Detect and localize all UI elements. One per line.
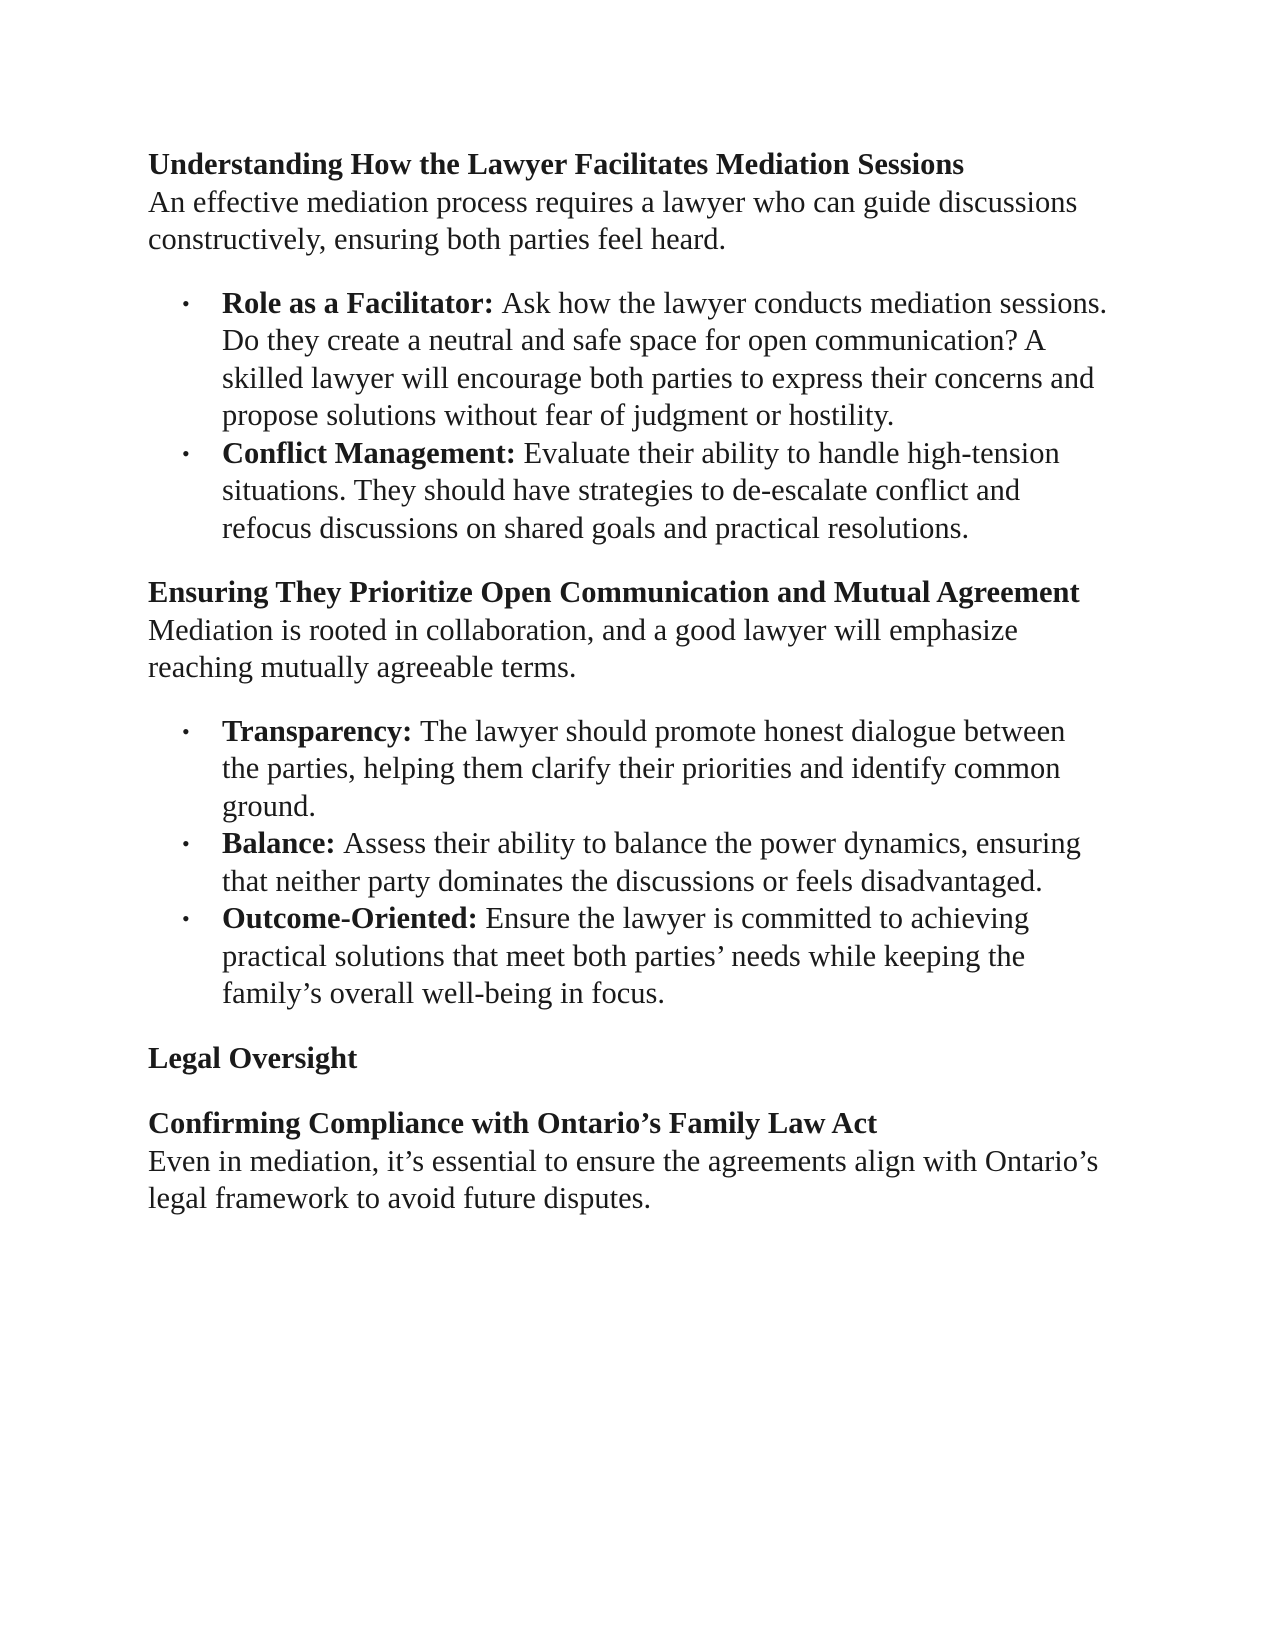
- bullet-icon: •: [182, 440, 190, 466]
- list-item: [182, 435, 1108, 548]
- bullet-text: Evaluate their ability to handle high-tension situations. They should have strategies to de-escalate conflict and refocus discussions on shared goals and practical resolutions.: [222, 435, 1060, 545]
- section-heading-family-law-act: Confirming Compliance with Ontario’s Family Law Act: [148, 1106, 878, 1140]
- bullet-text: Ensure the lawyer is committed to achieving practical solutions that meet both parties’ needs while keeping the family’s overall well-being in focus.: [222, 901, 1030, 1010]
- bullet-icon: •: [182, 290, 190, 316]
- section-intro-facilitates-mediation: An effective mediation process requires a lawyer who can guide discussions constructively, ensuring both parties feel heard.: [148, 184, 1078, 256]
- bullet-icon: •: [182, 906, 190, 931]
- bullet-term: Transparency:: [222, 713, 420, 748]
- section-heading-legal-oversight: Legal Oversight: [148, 1040, 358, 1075]
- bullet-term: Role as a Facilitator:: [222, 285, 502, 320]
- section-heading-open-communication: Ensuring They Prioritize Open Communication and Mutual Agreement: [148, 575, 1080, 609]
- list-item: [182, 285, 1108, 435]
- bullet-term: Conflict Management:: [222, 435, 524, 470]
- document-page: [148, 146, 1108, 1218]
- list-item: [182, 825, 1108, 900]
- bullet-icon: •: [182, 718, 190, 744]
- section-heading-facilitates-mediation: Understanding How the Lawyer Facilitates Mediation Sessions: [148, 147, 965, 181]
- bullet-text: Assess their ability to balance the power dynamics, ensuring that neither party dominates the discussions or feels disadvantaged.: [222, 826, 1081, 898]
- list-item: [182, 900, 1108, 1013]
- bullet-list-facilitates-mediation: [148, 285, 1108, 548]
- bullet-text: Ask how the lawyer conducts mediation sessions. Do they create a neutral and safe space for open communication? A skilled lawyer will encourage both parties to express their concerns and propose solutions without fear of judgment or hostility.: [222, 285, 1108, 432]
- section-intro-open-communication: Mediation is rooted in collaboration, and a good lawyer will emphasize reaching mutually agreeable terms.: [148, 612, 1018, 684]
- bullet-term: Outcome-Oriented:: [222, 901, 486, 935]
- bullet-list-open-communication: [148, 713, 1108, 1013]
- bullet-icon: •: [182, 831, 190, 856]
- bullet-text: The lawyer should promote honest dialogue between the parties, helping them clarify their priorities and identify common ground.: [222, 713, 1066, 823]
- bullet-term: Balance:: [222, 826, 344, 860]
- section-intro-family-law-act: Even in mediation, it’s essential to ensure the agreements align with Ontario’s legal framework to avoid future disputes.: [148, 1143, 1099, 1215]
- list-item: [182, 713, 1108, 826]
